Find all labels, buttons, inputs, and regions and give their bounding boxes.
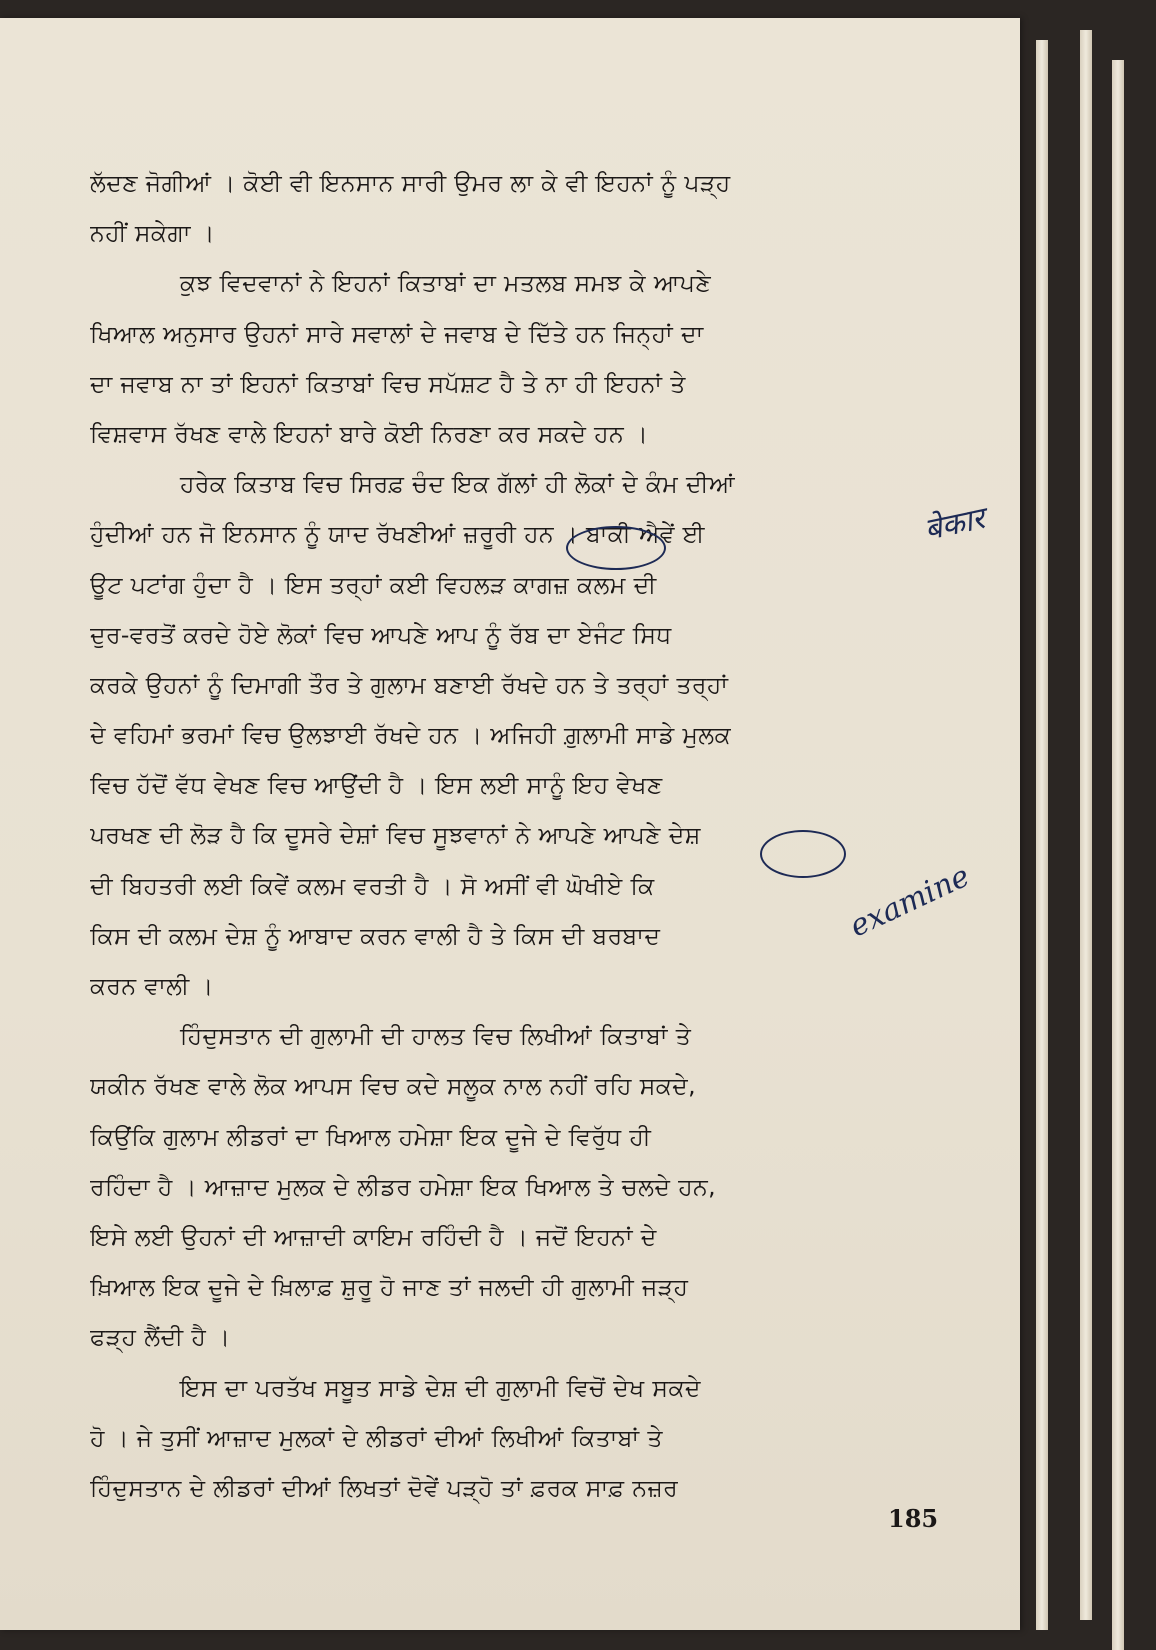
text-line: ਹਰੇਕ ਕਿਤਾਬ ਵਿਚ ਸਿਰਫ਼ ਚੰਦ ਇਕ ਗੱਲਾਂ ਹੀ ਲੋਕਾਂ ਦੇ ਕੰਮ ਦੀਆਂ <box>180 470 736 499</box>
page-number: 185 <box>888 1504 939 1533</box>
book-page <box>0 18 1020 1630</box>
text-line: ਕਰਕੇ ਉਹਨਾਂ ਨੂੰ ਦਿਮਾਗੀ ਤੌਰ ਤੇ ਗੁਲਾਮ ਬਣਾਈ ਰੱਖਦੇ ਹਨ ਤੇ ਤਰ੍ਹਾਂ ਤਰ੍ਹਾਂ <box>90 670 729 699</box>
text-line: ਹੁੰਦੀਆਂ ਹਨ ਜੋ ਇਨਸਾਨ ਨੂੰ ਯਾਦ ਰੱਖਣੀਆਂ ਜ਼ਰੂਰੀ ਹਨ । ਬਾਕੀ ਐਵੇਂ ਈ <box>90 520 705 549</box>
text-line: ਇਸੇ ਲਈ ਉਹਨਾਂ ਦੀ ਆਜ਼ਾਦੀ ਕਾਇਮ ਰਹਿੰਦੀ ਹੈ । ਜਦੋਂ ਇਹਨਾਂ ਦੇ <box>90 1222 657 1251</box>
annotation-circle-1 <box>566 526 666 570</box>
text-line: ਵਿਚ ਹੱਦੋਂ ਵੱਧ ਵੇਖਣ ਵਿਚ ਆਉਂਦੀ ਹੈ । ਇਸ ਲਈ ਸਾਨੂੰ ਇਹ ਵੇਖਣ <box>90 771 663 800</box>
page-edge <box>1036 40 1048 1630</box>
text-line: ਵਿਸ਼ਵਾਸ ਰੱਖਣ ਵਾਲੇ ਇਹਨਾਂ ਬਾਰੇ ਕੋਈ ਨਿਰਣਾ ਕਰ ਸਕਦੇ ਹਨ । <box>90 419 649 448</box>
text-line: ਲੱਦਣ ਜੋਗੀਆਂ । ਕੋਈ ਵੀ ਇਨਸਾਨ ਸਾਰੀ ਉਮਰ ਲਾ ਕੇ ਵੀ ਇਹਨਾਂ ਨੂੰ ਪੜ੍ਹ <box>90 169 731 197</box>
text-line: ਹੋ । ਜੇ ਤੁਸੀਂ ਆਜ਼ਾਦ ਮੁਲਕਾਂ ਦੇ ਲੀਡਰਾਂ ਦੀਆਂ ਲਿਖੀਆਂ ਕਿਤਾਬਾਂ ਤੇ <box>90 1423 663 1452</box>
page-edge <box>1080 30 1092 1620</box>
text-line: ਊਟ ਪਟਾਂਗ ਹੁੰਦਾ ਹੈ । ਇਸ ਤਰ੍ਹਾਂ ਕਈ ਵਿਹਲੜ ਕਾਗਜ਼ ਕਲਮ ਦੀ <box>90 570 657 599</box>
text-line: ਰਹਿੰਦਾ ਹੈ । ਆਜ਼ਾਦ ਮੁਲਕ ਦੇ ਲੀਡਰ ਹਮੇਸ਼ਾ ਇਕ ਖਿਆਲ ਤੇ ਚਲਦੇ ਹਨ, <box>90 1172 716 1201</box>
text-line: ਖ਼ਿਆਲ ਇਕ ਦੂਜੇ ਦੇ ਖ਼ਿਲਾਫ਼ ਸ਼ੁਰੂ ਹੋ ਜਾਣ ਤਾਂ ਜਲਦੀ ਹੀ ਗੁਲਾਮੀ ਜੜ੍ਹ <box>90 1273 689 1302</box>
margin-note-2: examine <box>844 858 976 945</box>
text-line: ਹਿੰਦੁਸਤਾਨ ਦੇ ਲੀਡਰਾਂ ਦੀਆਂ ਲਿਖਤਾਂ ਦੋਵੇਂ ਪੜ੍ਹੋ ਤਾਂ ਫ਼ਰਕ ਸਾਫ਼ ਨਜ਼ਰ <box>90 1473 679 1502</box>
text-line: ਹਿੰਦੁਸਤਾਨ ਦੀ ਗੁਲਾਮੀ ਦੀ ਹਾਲਤ ਵਿਚ ਲਿਖੀਆਂ ਕਿਤਾਬਾਂ ਤੇ <box>180 1022 692 1051</box>
text-line: ਦੁਰ-ਵਰਤੋਂ ਕਰਦੇ ਹੋਏ ਲੋਕਾਂ ਵਿਚ ਆਪਣੇ ਆਪ ਨੂੰ ਰੱਬ ਦਾ ਏਜੰਟ ਸਿਧ <box>90 620 672 649</box>
margin-note-1: बेकार <box>921 501 988 548</box>
text-line: ਦੇ ਵਹਿਮਾਂ ਭਰਮਾਂ ਵਿਚ ਉਲਝਾਈ ਰੱਖਦੇ ਹਨ । ਅਜਿਹੀ ਗ਼ੁਲਾਮੀ ਸਾਡੇ ਮੁਲਕ <box>90 721 732 750</box>
text-line: ਕਰਨ ਵਾਲੀ । <box>90 972 214 1000</box>
page-edge <box>1112 60 1124 1650</box>
text-line: ਯਕੀਨ ਰੱਖਣ ਵਾਲੇ ਲੋਕ ਆਪਸ ਵਿਚ ਕਦੇ ਸਲੂਕ ਨਾਲ ਨਹੀਂ ਰਹਿ ਸਕਦੇ, <box>90 1072 697 1101</box>
text-line: ਇਸ ਦਾ ਪਰਤੱਖ ਸਬੂਤ ਸਾਡੇ ਦੇਸ਼ ਦੀ ਗੁਲਾਮੀ ਵਿਚੋਂ ਦੇਖ ਸਕਦੇ <box>180 1373 701 1402</box>
annotation-circle-2 <box>760 830 846 878</box>
text-line: ਦਾ ਜਵਾਬ ਨਾ ਤਾਂ ਇਹਨਾਂ ਕਿਤਾਬਾਂ ਵਿਚ ਸਪੱਸ਼ਟ ਹੈ ਤੇ ਨਾ ਹੀ ਇਹਨਾਂ ਤੇ <box>90 369 686 398</box>
text-line: ਨਹੀਂ ਸਕੇਗਾ । <box>90 219 215 248</box>
text-line: ਕਿਉਂਕਿ ਗੁਲਾਮ ਲੀਡਰਾਂ ਦਾ ਖਿਆਲ ਹਮੇਸ਼ਾ ਇਕ ਦੂਜੇ ਦੇ ਵਿਰੁੱਧ ਹੀ <box>90 1122 652 1151</box>
text-line: ਪਰਖਣ ਦੀ ਲੋੜ ਹੈ ਕਿ ਦੂਸਰੇ ਦੇਸ਼ਾਂ ਵਿਚ ਸੂਝਵਾਨਾਂ ਨੇ ਆਪਣੇ ਆਪਣੇ ਦੇਸ਼ <box>90 821 701 850</box>
text-line: ਕੁਝ ਵਿਦਵਾਨਾਂ ਨੇ ਇਹਨਾਂ ਕਿਤਾਬਾਂ ਦਾ ਮਤਲਬ ਸਮਝ ਕੇ ਆਪਣੇ <box>180 269 712 298</box>
text-line: ਦੀ ਬਿਹਤਰੀ ਲਈ ਕਿਵੇਂ ਕਲਮ ਵਰਤੀ ਹੈ । ਸੋ ਅਸੀਂ ਵੀ ਘੋਖੀਏ ਕਿ <box>90 871 655 900</box>
text-line: ਖਿਆਲ ਅਨੁਸਾਰ ਉਹਨਾਂ ਸਾਰੇ ਸਵਾਲਾਂ ਦੇ ਜਵਾਬ ਦੇ ਦਿੱਤੇ ਹਨ ਜਿਨ੍ਹਾਂ ਦਾ <box>90 319 704 348</box>
text-line: ਕਿਸ ਦੀ ਕਲਮ ਦੇਸ਼ ਨੂੰ ਆਬਾਦ ਕਰਨ ਵਾਲੀ ਹੈ ਤੇ ਕਿਸ ਦੀ ਬਰਬਾਦ <box>90 921 661 950</box>
text-line: ਫੜ੍ਹ ਲੈਂਦੀ ਹੈ । <box>90 1323 231 1352</box>
